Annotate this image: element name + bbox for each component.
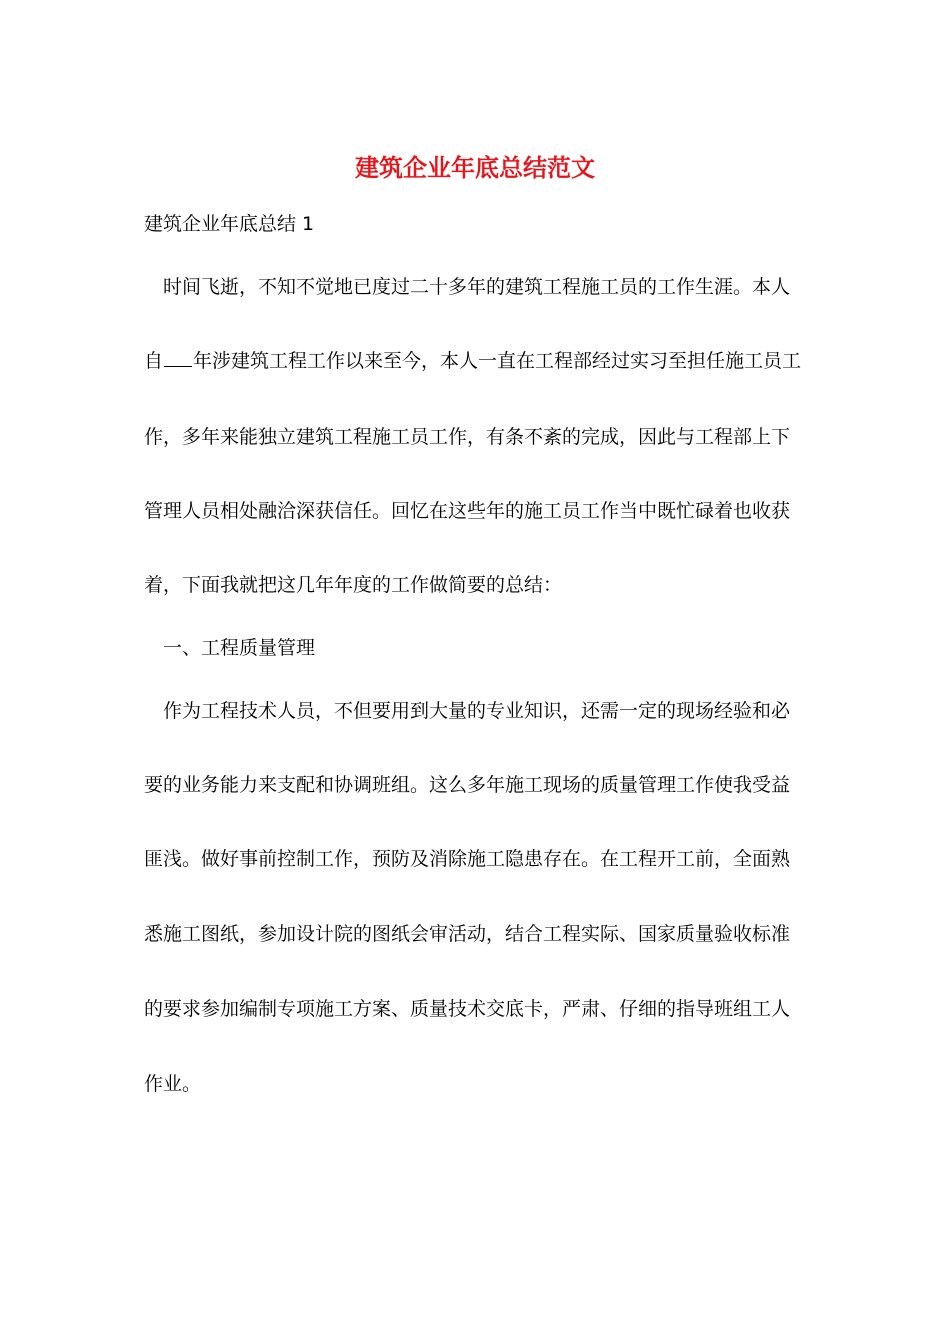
paragraph-2-line-1: 作为工程技术人员，不但要用到大量的专业知识，还需一定的现场经验和必 <box>163 700 791 722</box>
section-1-heading: 一、工程质量管理 <box>163 637 316 659</box>
paragraph-1-line-2 <box>144 345 804 377</box>
document-subheading: 建筑企业年底总结 1 <box>144 213 315 235</box>
fill-in-blank <box>164 348 192 367</box>
paragraph-2-line-5: 的要求参加编制专项施工方案、质量技术交底卡，严肃、仔细的指导班组工人 <box>144 998 791 1020</box>
paragraph-2-line-6: 作业。 <box>144 1073 202 1095</box>
paragraph-1-line-3: 作，多年来能独立建筑工程施工员工作，有条不紊的完成，因此与工程部上下 <box>144 426 791 448</box>
paragraph-1-line-2-start: 自 <box>144 350 164 372</box>
paragraph-1-line-2-end: 年涉建筑工程工作以来至今，本人一直在工程部经过实习至担任施工员工 <box>193 350 802 372</box>
paragraph-2-line-2: 要的业务能力来支配和协调班组。这么多年施工现场的质量管理工作使我受益 <box>144 774 791 796</box>
paragraph-2-line-3: 匪浅。做好事前控制工作，预防及消除施工隐患存在。在工程开工前，全面熟 <box>144 848 791 870</box>
paragraph-1-line-1: 时间飞逝，不知不觉地已度过二十多年的建筑工程施工员的工作生涯。本人 <box>163 276 791 298</box>
paragraph-2-line-4: 悉施工图纸，参加设计院的图纸会审活动，结合工程实际、国家质量验收标准 <box>144 923 791 945</box>
document-title: 建筑企业年底总结范文 <box>355 153 595 182</box>
paragraph-1-line-4: 管理人员相处融洽深获信任。回忆在这些年的施工员工作当中既忙碌着也收获 <box>144 500 791 522</box>
paragraph-1-line-5: 着，下面我就把这几年年度的工作做简要的总结： <box>144 574 563 596</box>
